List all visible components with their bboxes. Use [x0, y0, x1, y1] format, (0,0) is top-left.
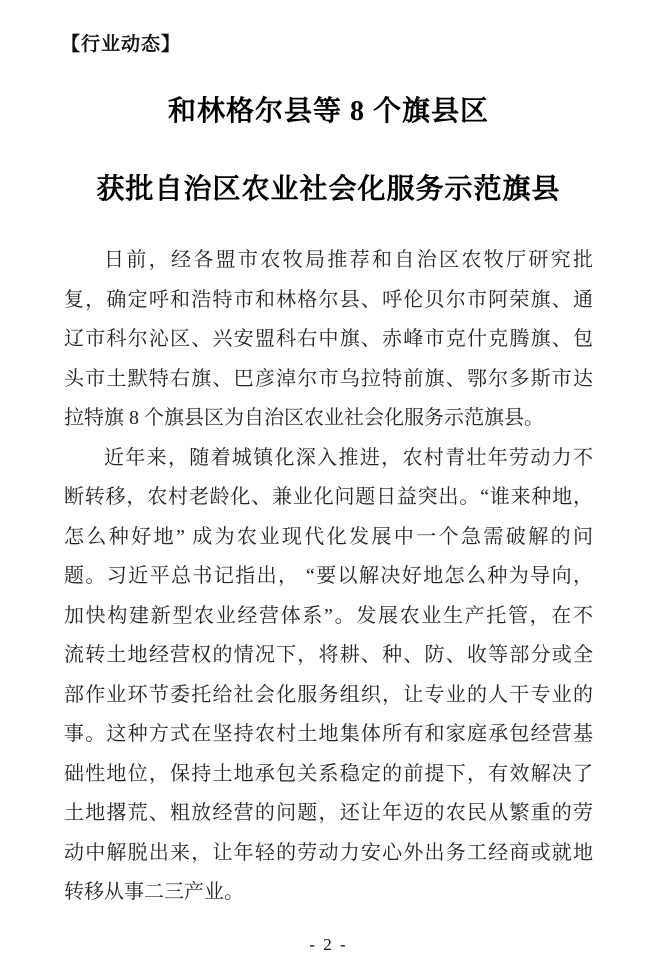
body-text-line: 转移从事二三产业。	[64, 881, 244, 903]
body-text-line: 拉特旗 8 个旗县区为自治区农业社会化服务示范旗县。	[64, 407, 544, 429]
body-text-line: 流转土地经营权的情况下，将耕、种、防、收等部分或全	[64, 644, 593, 666]
article-title-line-2: 获批自治区农业社会化服务示范旗县	[96, 174, 561, 205]
body-text-line: 辽市科尔沁区、兴安盟科右中旗、赤峰市克什克腾旗、包	[64, 328, 593, 350]
article-body	[64, 241, 593, 913]
body-text-line: 复，确定呼和浩特市和林格尔县、呼伦贝尔市阿荣旗、通	[64, 288, 593, 311]
page-number: - 2 -	[309, 935, 348, 954]
body-text-line: 断转移，农村老龄化、兼业化问题日益突出。“谁来种地，	[64, 486, 593, 508]
body-text-line: 题。习近平总书记指出， “要以解决好地怎么种为导向，	[64, 565, 593, 587]
body-text-line: 近年来，随着城镇化深入推进，农村青壮年劳动力不	[104, 446, 593, 469]
body-text-line: 日前，经各盟市农牧局推荐和自治区农牧厅研究批	[104, 249, 593, 271]
body-text-line: 加快构建新型农业经营体系”。发展农业生产托管，在不	[64, 604, 593, 627]
article-title-line-1: 和林格尔县等 8 个旗县区	[167, 96, 489, 127]
body-text-line: 土地撂荒、粗放经营的问题，还让年迈的农民从繁重的劳	[64, 802, 593, 824]
body-text-line: 部作业环节委托给社会化服务组织，让专业的人干专业的	[64, 683, 593, 706]
body-text-line: 事。这种方式在坚持农村土地集体所有和家庭承包经营基	[64, 723, 593, 745]
body-text-line: 头市土默特右旗、巴彦淖尔市乌拉特前旗、鄂尔多斯市达	[64, 367, 593, 390]
body-text-line: 础性地位，保持土地承包关系稳定的前提下，有效解决了	[64, 762, 593, 785]
body-text-line: 动中解脱出来，让年轻的劳动力安心外出务工经商或就地	[64, 841, 593, 864]
body-text-line: 怎么种好地” 成为农业现代化发展中一个急需破解的问	[64, 525, 593, 548]
section-tag: 【行业动态】	[61, 34, 182, 55]
